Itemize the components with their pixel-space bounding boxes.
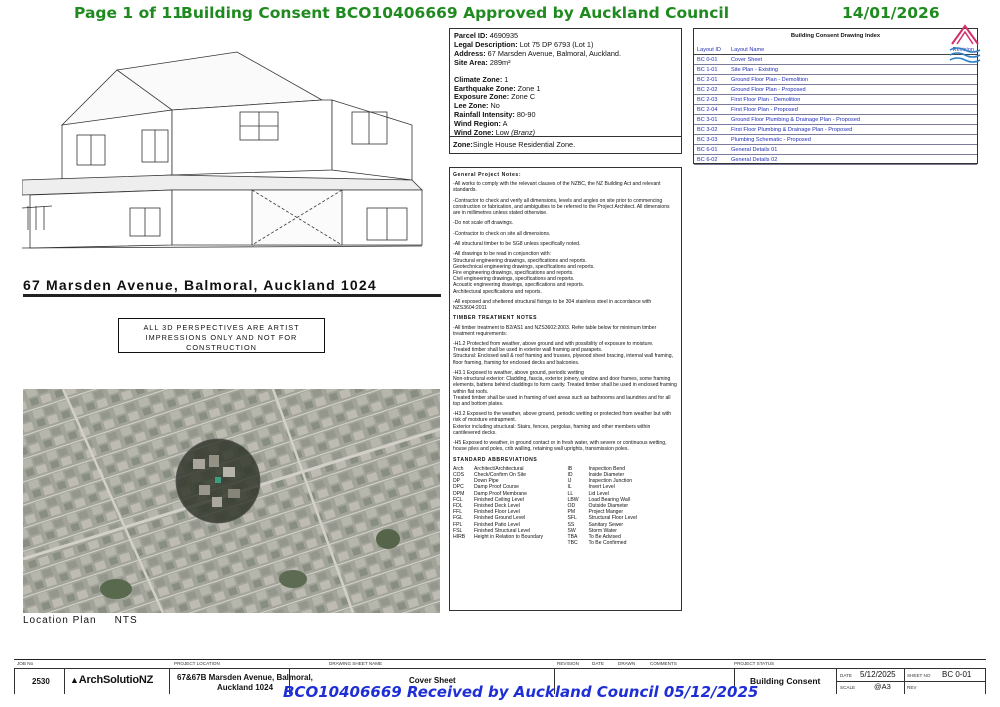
index-title: Building Consent Drawing Index	[790, 33, 881, 39]
layout-name: Cover Sheet	[728, 55, 931, 65]
lee-value: No	[490, 101, 500, 111]
abbreviation-code: FGL	[453, 515, 463, 522]
note-paragraph: -H3.2 Exposed to the weather, above ground, periodic wetting or protected from weather but with risk of moisture entrapment. Exterior including structural: Stairs, fences, pergolas, framing and other members within cantilevered decks.	[453, 411, 672, 436]
abbreviation-code: IJ	[567, 478, 572, 485]
abbreviation-code: DPC	[453, 484, 464, 491]
abbreviation-code: FFL	[453, 509, 463, 516]
abbreviation-meaning: Storm Water	[588, 527, 617, 534]
job-number: 2530	[32, 677, 50, 686]
location-scale: NTS	[114, 615, 138, 626]
drawn-label: DRAWN	[618, 661, 636, 666]
layout-revision	[931, 145, 977, 155]
abbreviation-meaning: Inspection Junction	[588, 478, 633, 485]
layout-revision	[931, 155, 977, 165]
layout-name: Ground Floor Plan - Demolition	[728, 75, 931, 85]
layout-name: First Floor Plan - Proposed	[728, 105, 931, 115]
received-stamp: BCO10406669 Received by Auckland Council 05/12/2025	[283, 683, 759, 701]
layout-revision	[931, 115, 977, 125]
rainfall-label: Rainfall Intensity:	[454, 110, 515, 120]
abbreviation-code: LL	[567, 490, 574, 497]
legal-value: Lot 75 DP 6793 (Lot 1)	[519, 39, 594, 49]
note-paragraph: -Contractor to check and verify all dimensions, levels and angles on site prior to commencing construction or fabrication, and ambiguities to be referred to the Project Architect. All dimensions are in millimetres unless stated otherwise.	[453, 197, 670, 217]
abbreviation-meaning: Damp Proof Membrane	[474, 490, 527, 497]
notes-heading: General Project Notes:	[453, 172, 522, 178]
col-layout-name: Layout Name	[728, 46, 931, 55]
abbreviation-code: FDL	[453, 503, 463, 510]
approval-stamp	[0, 4, 1000, 26]
address-value: 67 Marsden Avenue, Balmoral, Auckland.	[487, 48, 621, 58]
abbreviation-code: Arch	[453, 465, 464, 472]
abbreviation-code: FSL	[453, 527, 463, 534]
note-paragraph: -H1.2 Protected from weather, above ground and with possibility of exposure to moisture. Treated timber shall be used in exterior wall framing and parapets. Structural: Enclosed wall & roof framing and trusses, plywood sheet bracing, internal wall framing, floor framing, framing for enclosed decks and balconies.	[453, 341, 673, 366]
abbreviation-meaning: Finished Structural Level	[474, 527, 531, 534]
perspective-disclaimer	[118, 318, 325, 353]
abbreviation-meaning: Outside Diameter	[588, 503, 629, 510]
timber-heading: TIMBER TREATMENT NOTES	[453, 315, 538, 322]
layout-name: First Floor Plan - Demolition	[728, 95, 931, 105]
wind-region-value: A	[502, 119, 508, 129]
date-label: DATE	[840, 673, 852, 678]
abbreviation-code: FCL	[453, 496, 463, 503]
climate-value: 1	[504, 74, 509, 84]
index-row	[694, 155, 977, 165]
layout-id: BC 3-02	[694, 125, 728, 135]
site-area-value: 289m²	[489, 57, 511, 67]
layout-id: BC 2-03	[694, 95, 728, 105]
index-row	[694, 75, 977, 85]
index-row	[694, 105, 977, 115]
earthquake-value: Zone 1	[517, 83, 541, 93]
abbreviation-meaning: Inspection Bend	[588, 465, 626, 472]
note-paragraph: -All works to comply with the relevant clauses of the NZBC, the NZ Building Act and relevant standards.	[453, 181, 661, 194]
title-underline	[23, 294, 441, 297]
sheet-name: Cover Sheet	[409, 676, 456, 685]
abbreviation-code: HIRB	[453, 534, 466, 541]
site-area-label: Site Area:	[454, 57, 488, 67]
abbreviation-code: OD	[567, 503, 576, 510]
abbreviation-meaning: Load Bearing Wall	[588, 496, 630, 503]
abbreviation-code: SS	[567, 521, 575, 528]
abbreviations-heading: STANDARD ABBREVIATIONS	[453, 456, 538, 463]
abbreviation-code: IB	[567, 465, 573, 472]
note-paragraph: -Do not scale off drawings.	[453, 220, 514, 227]
layout-id: BC 6-01	[694, 145, 728, 155]
abbreviation-meaning: Sanitary Sewer	[588, 521, 624, 528]
exposure-value: Zone C	[511, 92, 536, 102]
disclaimer-line-1: ALL 3D PERSPECTIVES ARE ARTIST	[143, 323, 300, 332]
abbreviation-meaning: Inside Diameter	[588, 472, 625, 479]
exposure-label: Exposure Zone:	[454, 92, 510, 102]
disclaimer-line-2: IMPRESSIONS ONLY AND NOT FOR	[145, 333, 298, 342]
legal-label: Legal Description:	[454, 39, 518, 49]
index-row	[694, 55, 977, 65]
scale-value: @A3	[874, 682, 891, 691]
abbreviation-meaning: Structural Floor Level	[588, 515, 637, 522]
abbreviation-code: IL	[567, 484, 572, 491]
wind-zone-value: Low	[495, 128, 510, 138]
abbreviation-code: DP	[453, 478, 461, 485]
index-row	[694, 65, 977, 75]
layout-revision	[931, 135, 977, 145]
abbreviation-meaning: Project Manger	[588, 509, 624, 516]
note-paragraph: -All timber treatment to B2/AS1 and NZS3602:2003. Refer table below for minimum timber treatment requirements:	[453, 324, 657, 337]
col-revision: Revision	[931, 46, 977, 55]
abbreviation-meaning: Architect/Architectural	[474, 465, 524, 472]
rainfall-value: 80-90	[516, 110, 536, 120]
layout-name: Site Plan - Existing	[728, 65, 931, 75]
abbreviation-meaning: Finished Ground Level	[474, 515, 526, 522]
layout-name: Ground Floor Plan - Proposed	[728, 85, 931, 95]
project-status-label: PROJECT STATUS	[734, 661, 775, 666]
index-row	[694, 135, 977, 145]
house-3d-perspective	[22, 30, 442, 272]
comments-label: COMMENTS	[650, 661, 677, 666]
abbreviation-meaning: Lid Level	[588, 490, 609, 497]
note-paragraph: -Contractor to check on site all dimensions.	[453, 230, 551, 237]
layout-id: BC 3-01	[694, 115, 728, 125]
abbreviations-left	[453, 466, 564, 547]
index-table	[694, 46, 977, 165]
abbreviation-meaning: Height in Relation to Boundary	[474, 534, 544, 541]
col-layout-id: Layout ID	[694, 46, 728, 55]
layout-revision	[931, 75, 977, 85]
zone-value: Single House Residential Zone.	[472, 140, 576, 149]
company-logo: ▲ArchSolutioNZ	[70, 674, 154, 686]
abbreviation-code: SFL	[567, 515, 577, 522]
project-location-line-2: Auckland 1024	[217, 683, 274, 692]
sheet-number: BC 0-01	[942, 670, 972, 679]
climate-label: Climate Zone:	[454, 74, 503, 84]
company-name: ArchSolutioNZ	[78, 674, 154, 686]
abbreviation-code: ID	[567, 472, 573, 479]
address-label: Address:	[454, 48, 486, 58]
abbreviation-meaning: Invert Level	[588, 484, 615, 491]
abbreviation-code: FPL	[453, 521, 463, 528]
abbreviation-row	[568, 540, 679, 546]
note-paragraph: -H3.1 Exposed to weather, above ground, periodic wetting Non-structural exterior: Cladding, fascia, exterior joinery, window and door frames, some framing elements, battens behind claddings to form cavity. Treated timber shall be used in enclosed framing within flat roofs. Treated timber shall be used in framing of wet areas such as bathrooms and laundries and for all top and bottom plates.	[453, 369, 677, 407]
parcel-id-label: Parcel ID:	[454, 31, 488, 40]
wind-zone-label: Wind Zone:	[454, 128, 494, 138]
layout-id: BC 1-01	[694, 65, 728, 75]
sheet-no-label: SHEET NO	[907, 673, 931, 678]
abbreviation-meaning: To Be Advised	[588, 534, 621, 541]
zone-label: Zone:	[453, 140, 473, 149]
timber-paragraphs	[453, 325, 678, 453]
layout-id: BC 0-01	[694, 55, 728, 65]
page-count: Page 1 of 11	[74, 4, 183, 22]
abbreviation-meaning: Down Pipe	[474, 478, 499, 485]
abbreviation-code: PM	[567, 509, 576, 516]
layout-id: BC 6-02	[694, 155, 728, 165]
abbreviation-code: LBW	[567, 496, 579, 503]
consent-approval: Building Consent BCO10406669 Approved by Auckland Council	[181, 4, 730, 22]
note-paragraph: -All structural timber to be SG8 unless specifically noted.	[453, 241, 581, 247]
firm-logo-mark	[948, 22, 982, 66]
revision-label: REVISION	[557, 661, 579, 666]
rev-label: REV	[907, 685, 917, 690]
date-column-label: DATE	[592, 661, 604, 666]
job-no-label: JOB No	[17, 661, 34, 666]
layout-name: First Floor Plumbing & Drainage Plan - Proposed	[728, 125, 931, 135]
location-aerial-map	[23, 389, 440, 613]
scale-label: SCALE	[840, 685, 856, 690]
index-row	[694, 125, 977, 135]
layout-id: BC 2-04	[694, 105, 728, 115]
layout-revision	[931, 105, 977, 115]
abbreviation-code: SW	[567, 527, 576, 534]
sheet-name-label: DRAWING SHEET NAME	[329, 661, 383, 666]
wind-region-label: Wind Region:	[454, 119, 501, 129]
layout-revision	[931, 85, 977, 95]
abbreviation-meaning: Finished Ceiling Level	[474, 496, 524, 503]
layout-revision	[931, 125, 977, 135]
note-paragraph: -All drawings to be read in conjunction with: Structural engineering drawings, specifications and reports. Geotechnical engineering drawings, specifications and reports. Fire engineering drawings, specifications and reports. Civil engineering drawings, specifications and reports. Acoustic engineering drawings, specifications and reports. Architectural specifications and reports.	[453, 251, 595, 295]
approval-date: 14/01/2026	[842, 4, 940, 22]
abbreviations-table	[453, 466, 678, 547]
index-row	[694, 95, 977, 105]
project-address-title: 67 Marsden Avenue, Balmoral, Auckland 1024	[23, 277, 377, 293]
abbreviation-row	[453, 534, 564, 540]
project-location-line-1: 67&67B Marsden Avenue, Balmoral,	[177, 673, 313, 682]
abbreviation-meaning: To Be Confirmed	[588, 540, 627, 547]
wind-zone-note: (Branz)	[511, 128, 536, 138]
index-rows	[694, 55, 977, 165]
abbreviation-meaning: Finished Patio Level	[474, 521, 520, 528]
drawing-index	[693, 28, 978, 164]
layout-name: Plumbing Schematic - Proposed	[728, 135, 931, 145]
issue-date: 5/12/2025	[860, 670, 896, 679]
layout-id: BC 3-03	[694, 135, 728, 145]
location-plan-label: Location Plan	[23, 615, 97, 626]
abbreviation-code: COS	[453, 472, 465, 479]
abbreviation-meaning: Finished Deck Level	[474, 503, 520, 510]
zoning-row	[449, 136, 682, 154]
general-notes-panel	[449, 167, 682, 611]
abbreviation-code: TBC	[567, 540, 578, 547]
layout-name: General Details 01	[728, 145, 931, 155]
abbreviation-code: TBA	[567, 534, 578, 541]
abbreviations-right	[568, 466, 679, 547]
index-row	[694, 115, 977, 125]
location-plan-caption	[23, 615, 138, 626]
abbreviation-meaning: Check/Confirm On Site	[474, 472, 527, 479]
note-paragraph: -All exposed and sheltered structural fixings to be 304 stainless steel in accordance with NZS3604:2011	[453, 298, 652, 312]
lee-label: Lee Zone:	[454, 101, 489, 111]
layout-name: Ground Floor Plumbing & Drainage Plan - Proposed	[728, 115, 931, 125]
project-location-label: PROJECT LOCATION	[174, 661, 220, 666]
project-status: Building Consent	[750, 676, 821, 686]
layout-revision	[931, 65, 977, 75]
index-row	[694, 145, 977, 155]
layout-id: BC 2-02	[694, 85, 728, 95]
layout-name: General Details 02	[728, 155, 931, 165]
notes-paragraphs	[453, 181, 678, 311]
earthquake-label: Earthquake Zone:	[454, 83, 516, 93]
layout-revision	[931, 95, 977, 105]
abbreviation-code: DPM	[453, 490, 465, 497]
parcel-id-value: 4690935	[489, 31, 519, 40]
note-paragraph: -H5 Exposed to weather, in ground contact or in fresh water, with severe or continuous wetting, house piles and poles, crib walling, retaining wall uprights, transmission poles.	[453, 440, 667, 453]
index-row	[694, 85, 977, 95]
abbreviation-meaning: Finished Floor Level	[474, 509, 520, 516]
abbreviation-meaning: Damp Proof Course	[474, 484, 520, 491]
disclaimer-line-3: CONSTRUCTION	[186, 343, 257, 352]
layout-id: BC 2-01	[694, 75, 728, 85]
